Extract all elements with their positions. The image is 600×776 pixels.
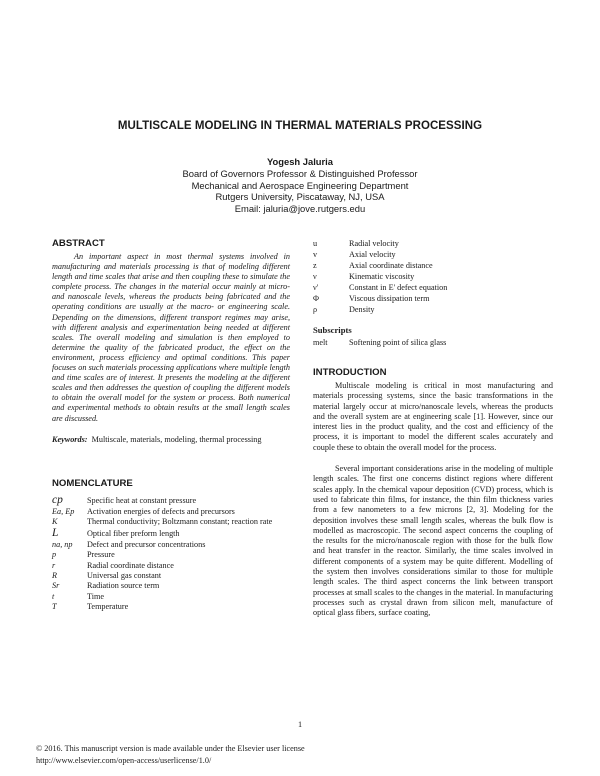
license-footer: [36, 743, 305, 767]
nomenclature-heading: NOMENCLATURE: [52, 477, 133, 489]
nomenclature-symbol: Φ: [313, 294, 319, 303]
nomenclature-row: [52, 592, 290, 602]
nomenclature-symbol: p: [52, 550, 57, 560]
license-notice: © 2016. This manuscript version is made available under the Elsevier user license: [36, 744, 305, 753]
nomenclature-definition: Universal gas constant: [87, 571, 162, 581]
nomenclature-row: [313, 260, 553, 271]
nomenclature-row: [313, 271, 553, 282]
subscript-row: [313, 337, 553, 348]
author-affiliation-dept: Mechanical and Aerospace Engineering Department: [191, 179, 409, 191]
nomenclature-symbol: z: [313, 261, 317, 270]
nomenclature-row: [52, 561, 290, 571]
nomenclature-symbol: ν': [313, 283, 319, 292]
nomenclature-definition: Thermal conductivity; Boltzmann constant; reaction rate: [87, 516, 273, 526]
nomenclature-symbol: R: [52, 571, 58, 581]
nomenclature-symbol: Ea, Ep: [52, 506, 75, 516]
author-email[interactable]: Email: jaluria@jove.rutgers.edu: [234, 203, 366, 215]
nomenclature-definition: Radiation source term: [87, 581, 160, 591]
nomenclature-definition: Axial velocity: [349, 250, 396, 259]
nomenclature-section: [52, 478, 290, 613]
nomenclature-definition: Radial velocity: [349, 239, 399, 248]
nomenclature-symbol: ν: [313, 272, 317, 281]
abstract-heading: ABSTRACT: [52, 238, 105, 249]
nomenclature-symbol: K: [52, 516, 58, 526]
nomenclature-definition: Kinematic viscosity: [349, 272, 415, 281]
nomenclature-symbol: u: [313, 239, 318, 248]
keywords-text: Multiscale, materials, modeling, thermal processing: [91, 434, 262, 444]
nomenclature-row: [52, 571, 290, 581]
nomenclature-definition: Radial coordinate distance: [87, 560, 174, 570]
author-block: [0, 156, 600, 215]
nomenclature-symbol: v: [313, 250, 318, 259]
left-column: [52, 238, 290, 612]
nomenclature-definition: Axial coordinate distance: [349, 261, 433, 270]
nomenclature-row: [52, 517, 290, 527]
nomenclature-definition: Activation energies of defects and precursors: [87, 506, 235, 516]
nomenclature-row: [313, 249, 553, 260]
right-column: [313, 238, 553, 619]
nomenclature-row: [313, 282, 553, 293]
nomenclature-definition: Temperature: [87, 601, 129, 611]
nomenclature-definition: Time: [87, 591, 104, 601]
keywords-label: Keywords:: [52, 434, 88, 444]
nomenclature-symbol: cp: [52, 493, 63, 506]
paper-title: MULTISCALE MODELING IN THERMAL MATERIALS PROCESSING: [117, 120, 483, 132]
author-affiliation-title: Board of Governors Professor & Distinguished Professor: [182, 167, 418, 179]
nomenclature-definition: Specific heat at constant pressure: [87, 495, 197, 505]
license-url[interactable]: http://www.elsevier.com/open-access/userlicense/1.0/: [36, 756, 212, 765]
introduction-paragraph-1: Multiscale modeling is critical in most manufacturing and materials processing systems, since the basic transformations in the material largely occur at micro/nanoscale levels, whereas the products and the overall system are at engineering scale [1]. However, since our interest lies in the product quality, and the cost and efficiency of the process, it is important to model the different scales accurately and couple these to obtain the overall model for the process.: [313, 381, 553, 452]
nomenclature-row: [313, 238, 553, 249]
nomenclature-row: [313, 293, 553, 304]
nomenclature-row: [52, 581, 290, 591]
keywords: [52, 435, 290, 445]
nomenclature-definition: Density: [349, 305, 375, 314]
nomenclature-row: [52, 550, 290, 560]
nomenclature-symbol: L: [52, 527, 59, 540]
nomenclature-row: [52, 602, 290, 612]
author-name: Yogesh Jaluria: [267, 156, 333, 167]
nomenclature-row: [52, 507, 290, 517]
nomenclature-definition: Constant in E' defect equation: [349, 283, 448, 292]
introduction-paragraph-2: Several important considerations arise in the modeling of multiple length scales. The first one concerns distinct regions where different scales apply. In the chemical vapour deposition (CVD) process, which is used to fabricate thin films, for instance, the thin film thickness varies from a few nanometers to a few microns [2, 3]. Modeling for the deposition involves these small length scales, whereas the bulk flow is modelled as macroscopic. The second aspect concerns the coupling of the results for the micro/nanoscale region with those for the bulk flow and heat transfer in the reactor. Similarly, the time scales involved in different components of a system may be quite different. Modelling of the system then involves considerations similar to those for multiple length scales. The third aspect concerns the link between transport processes at small scales to the changes in the material. In manufacturing processes such as crystal drawn from silicon melt, manufacture of optical glass fibers, surface coating,: [313, 464, 553, 618]
subscripts-heading: Subscripts: [313, 325, 352, 335]
subscript-symbol: melt: [313, 338, 328, 347]
nomenclature-symbol: r: [52, 560, 56, 570]
nomenclature-row: [52, 527, 290, 540]
abstract-text: An important aspect in most thermal systems involved in manufacturing and materials processing is that of modeling different length and time scales that arise and then coupling these to simulate the complete process. The changes in the material occur mainly at micro- and nanoscale levels, whereas the products being fabricated and the operating conditions are usually at the macro- or engineering scale. Depending on the dimensions, different transport regimes may arise, with different analysis and experimentation being needed at different scales. The overall modeling and simulation is then employed to determine the quality of the fabricated product, the effect on the environment, process efficiency and optimal conditions. This paper focuses on such materials processing applications where multiple length and time scales are of interest. It presents the modeling at the different scales and then addresses the question of coupling the different models to obtain the overall model for the system or process. Both numerical and experimental methods to obtain results at the small length scales are discussed.: [52, 252, 290, 423]
introduction-heading: INTRODUCTION: [313, 367, 387, 378]
nomenclature-definition: Defect and precursor concentrations: [87, 540, 206, 550]
nomenclature-definition: Pressure: [87, 550, 115, 560]
page-number: 1: [297, 720, 303, 729]
nomenclature-definition: Optical fiber preform length: [87, 529, 180, 539]
subscript-definition: Softening point of silica glass: [349, 338, 447, 347]
nomenclature-symbol: ρ: [313, 305, 318, 314]
nomenclature-row: [313, 304, 553, 315]
nomenclature-symbol: na, np: [52, 540, 73, 550]
nomenclature-row: [52, 540, 290, 550]
nomenclature-definition: Viscous dissipation term: [349, 294, 430, 303]
nomenclature-symbol: Sr: [52, 581, 60, 591]
nomenclature-row: [52, 494, 290, 507]
author-affiliation-univ: Rutgers University, Piscataway, NJ, USA: [215, 191, 385, 203]
nomenclature-symbol: T: [52, 601, 57, 611]
nomenclature-symbol: t: [52, 591, 55, 601]
